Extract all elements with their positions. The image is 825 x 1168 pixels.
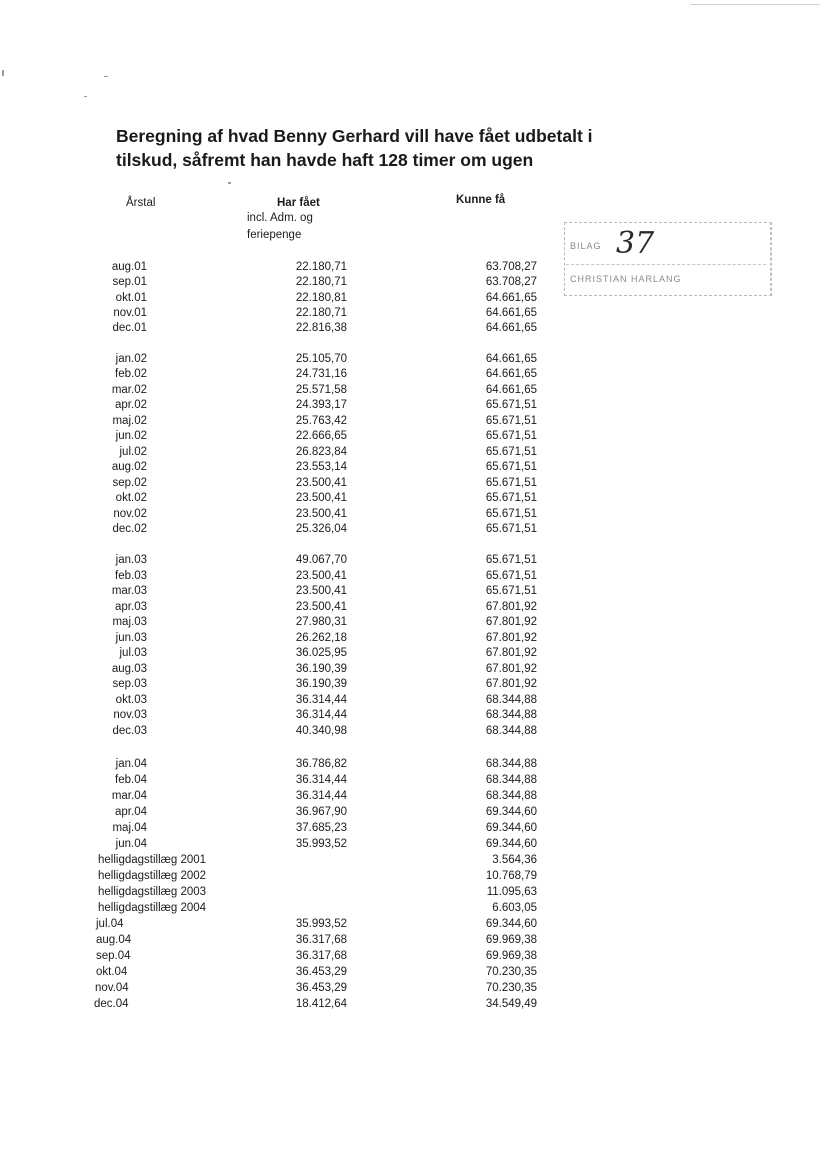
received-value: 37.685,23 [295, 822, 347, 834]
table-row [0, 707, 600, 723]
table-row [0, 397, 600, 413]
table-row [0, 459, 600, 475]
row-label: jun.03 [115, 632, 147, 644]
table-row [0, 630, 600, 646]
could-receive-value: 64.661,65 [485, 292, 537, 304]
table-row [0, 583, 600, 599]
received-value: 23.500,41 [295, 477, 347, 489]
table-row [0, 836, 600, 852]
table-row [0, 552, 600, 568]
row-label: nov.01 [113, 307, 147, 319]
table-row [0, 788, 600, 804]
row-label: maj.03 [112, 616, 147, 628]
row-label: jul.02 [119, 446, 147, 458]
received-value: 24.393,17 [295, 399, 347, 411]
table-row [0, 868, 600, 884]
received-value: 25.571,58 [295, 384, 347, 396]
could-receive-value: 65.671,51 [485, 585, 537, 597]
received-value: 23.500,41 [295, 492, 347, 504]
table-row [0, 382, 600, 398]
row-label: aug.03 [111, 663, 147, 675]
received-value: 36.317,68 [295, 950, 347, 962]
could-receive-value: 69.969,38 [485, 934, 537, 946]
row-label: apr.03 [115, 601, 147, 613]
row-label: aug.02 [111, 461, 147, 473]
table-row [0, 820, 600, 836]
table-row [0, 521, 600, 537]
stamp-label: BILAG [570, 241, 602, 251]
received-value: 36.314,44 [295, 774, 347, 786]
row-label: helligdagstillæg 2001 [98, 854, 207, 866]
could-receive-value: 69.969,38 [485, 950, 537, 962]
received-value: 27.980,31 [295, 616, 347, 628]
received-value: 22.180,71 [295, 276, 347, 288]
column-header-received: Har fået [277, 197, 320, 209]
table-row [0, 305, 600, 321]
table-row [0, 428, 600, 444]
table-row [0, 413, 600, 429]
row-label: jun.04 [115, 838, 147, 850]
scan-speck [2, 70, 4, 76]
stamp-number: 37 [616, 226, 655, 261]
received-value: 23.553,14 [295, 461, 347, 473]
row-label: jan.03 [115, 554, 147, 566]
could-receive-value: 65.671,51 [485, 399, 537, 411]
received-value: 23.500,41 [295, 585, 347, 597]
could-receive-value: 10.768,79 [485, 870, 537, 882]
table-row [0, 676, 600, 692]
could-receive-value: 67.801,92 [485, 632, 537, 644]
table-row [0, 948, 600, 964]
could-receive-value: 68.344,88 [485, 709, 537, 721]
table-row [0, 444, 600, 460]
row-label: nov.03 [113, 709, 147, 721]
received-value: 36.314,44 [295, 790, 347, 802]
could-receive-value: 11.095,63 [486, 886, 537, 898]
row-label: feb.03 [115, 570, 147, 582]
table-row [0, 756, 600, 772]
received-value: 40.340,98 [295, 725, 347, 737]
received-value: 22.180,71 [295, 261, 347, 273]
received-value: 36.317,68 [295, 934, 347, 946]
received-value: 26.823,84 [295, 446, 347, 458]
table-row [0, 996, 600, 1012]
column-header-received-note-2: feriepenge [247, 229, 302, 241]
table-row [0, 852, 600, 868]
could-receive-value: 68.344,88 [485, 694, 537, 706]
table-row [0, 645, 600, 661]
table-row [0, 351, 600, 367]
received-value: 36.025,95 [295, 647, 347, 659]
could-receive-value: 65.671,51 [485, 508, 537, 520]
could-receive-value: 64.661,65 [485, 368, 537, 380]
could-receive-value: 63.708,27 [485, 261, 537, 273]
column-header-received-note-1: incl. Adm. og [247, 212, 313, 224]
row-label: apr.02 [115, 399, 147, 411]
stamp-edge [770, 222, 771, 296]
received-value: 23.500,41 [295, 508, 347, 520]
document-title [116, 124, 676, 172]
row-label: helligdagstillæg 2002 [98, 870, 207, 882]
could-receive-value: 6.603,05 [492, 902, 537, 914]
could-receive-value: 65.671,51 [485, 570, 537, 582]
row-label: okt.01 [115, 292, 147, 304]
could-receive-value: 3.564,36 [492, 854, 537, 866]
could-receive-value: 68.344,88 [485, 725, 537, 737]
row-label: jul.03 [119, 647, 147, 659]
row-label: aug.01 [111, 261, 147, 273]
could-receive-value: 69.344,60 [485, 838, 537, 850]
received-value: 25.326,04 [295, 523, 347, 535]
row-label: helligdagstillæg 2003 [98, 886, 207, 898]
row-label: okt.03 [115, 694, 147, 706]
could-receive-value: 63.708,27 [485, 276, 537, 288]
received-value: 22.180,81 [295, 292, 347, 304]
could-receive-value: 68.344,88 [485, 758, 537, 770]
column-header-year: Årstal [126, 197, 156, 209]
table-row [0, 723, 600, 739]
could-receive-value: 68.344,88 [485, 790, 537, 802]
table-row [0, 490, 600, 506]
could-receive-value: 70.230,35 [485, 982, 537, 994]
row-label: feb.02 [115, 368, 147, 380]
received-value: 26.262,18 [295, 632, 347, 644]
row-label: dec.04 [94, 998, 129, 1010]
could-receive-value: 67.801,92 [485, 663, 537, 675]
table-row [0, 506, 600, 522]
scan-speck [228, 182, 231, 184]
table-row [0, 366, 600, 382]
could-receive-value: 69.344,60 [485, 918, 537, 930]
received-value: 36.190,39 [295, 678, 347, 690]
received-value: 18.412,64 [295, 998, 347, 1010]
could-receive-value: 64.661,65 [485, 307, 537, 319]
could-receive-value: 67.801,92 [485, 678, 537, 690]
could-receive-value: 64.661,65 [485, 353, 537, 365]
row-label: okt.04 [96, 966, 128, 978]
could-receive-value: 65.671,51 [485, 446, 537, 458]
received-value: 25.763,42 [295, 415, 347, 427]
scan-speck [104, 76, 108, 77]
row-label: sep.03 [112, 678, 147, 690]
received-value: 36.967,90 [295, 806, 347, 818]
could-receive-value: 70.230,35 [485, 966, 537, 978]
table-row [0, 772, 600, 788]
row-label: mar.03 [111, 585, 147, 597]
row-label: apr.04 [115, 806, 147, 818]
table-row [0, 259, 600, 275]
row-label: sep.04 [96, 950, 131, 962]
table-row [0, 661, 600, 677]
received-value: 36.190,39 [295, 663, 347, 675]
table-row [0, 884, 600, 900]
row-label: dec.02 [112, 523, 147, 535]
row-label: helligdagstillæg 2004 [98, 902, 207, 914]
row-label: nov.02 [113, 508, 147, 520]
could-receive-value: 65.671,51 [485, 477, 537, 489]
received-value: 49.067,70 [295, 554, 347, 566]
table-row [0, 599, 600, 615]
row-label: okt.02 [115, 492, 147, 504]
received-value: 36.786,82 [295, 758, 347, 770]
table-row [0, 614, 600, 630]
received-value: 22.666,65 [295, 430, 347, 442]
table-row [0, 290, 600, 306]
could-receive-value: 69.344,60 [485, 806, 537, 818]
row-label: mar.02 [111, 384, 147, 396]
could-receive-value: 64.661,65 [485, 384, 537, 396]
table-row [0, 980, 600, 996]
row-label: sep.01 [112, 276, 147, 288]
table-row [0, 916, 600, 932]
could-receive-value: 65.671,51 [485, 523, 537, 535]
could-receive-value: 69.344,60 [485, 822, 537, 834]
table-row [0, 932, 600, 948]
received-value: 22.816,38 [295, 322, 347, 334]
received-value: 36.314,44 [295, 709, 347, 721]
row-label: aug.04 [96, 934, 132, 946]
received-value: 22.180,71 [295, 307, 347, 319]
could-receive-value: 67.801,92 [485, 616, 537, 628]
could-receive-value: 65.671,51 [485, 415, 537, 427]
could-receive-value: 67.801,92 [485, 601, 537, 613]
row-label: sep.02 [112, 477, 147, 489]
row-label: jan.02 [115, 353, 147, 365]
row-label: maj.04 [112, 822, 147, 834]
scan-speck [84, 96, 87, 97]
row-label: feb.04 [115, 774, 147, 786]
received-value: 35.993,52 [295, 838, 347, 850]
table-row [0, 320, 600, 336]
table-row [0, 900, 600, 916]
row-label: mar.04 [111, 790, 147, 802]
table-row [0, 568, 600, 584]
received-value: 36.453,29 [295, 982, 347, 994]
column-header-could-receive: Kunne få [456, 194, 506, 206]
row-label: jul.04 [96, 918, 124, 930]
title-line-1: Beregning af hvad Benny Gerhard vill have fået udbetalt i [116, 126, 593, 146]
received-value: 25.105,70 [295, 353, 347, 365]
row-label: jun.02 [115, 430, 147, 442]
title-line-2: tilskud, såfremt han havde haft 128 timer om ugen [116, 150, 534, 170]
received-value: 23.500,41 [295, 570, 347, 582]
table-row [0, 804, 600, 820]
received-value: 24.731,16 [295, 368, 347, 380]
row-label: dec.03 [112, 725, 147, 737]
received-value: 36.453,29 [295, 966, 347, 978]
row-label: dec.01 [112, 322, 147, 334]
could-receive-value: 65.671,51 [485, 461, 537, 473]
row-label: jan.04 [115, 758, 147, 770]
received-value: 23.500,41 [295, 601, 347, 613]
row-label: maj.02 [112, 415, 147, 427]
could-receive-value: 34.549,49 [485, 998, 537, 1010]
row-label: nov.04 [95, 982, 129, 994]
table-row [0, 475, 600, 491]
received-value: 35.993,52 [295, 918, 347, 930]
could-receive-value: 65.671,51 [485, 554, 537, 566]
could-receive-value: 65.671,51 [485, 492, 537, 504]
could-receive-value: 67.801,92 [485, 647, 537, 659]
table-row [0, 964, 600, 980]
could-receive-value: 68.344,88 [485, 774, 537, 786]
could-receive-value: 65.671,51 [485, 430, 537, 442]
stamp-name: CHRISTIAN HARLANG [570, 274, 682, 284]
could-receive-value: 64.661,65 [485, 322, 537, 334]
table-row [0, 274, 600, 290]
received-value: 36.314,44 [295, 694, 347, 706]
scan-edge-line [690, 4, 820, 5]
table-row [0, 692, 600, 708]
